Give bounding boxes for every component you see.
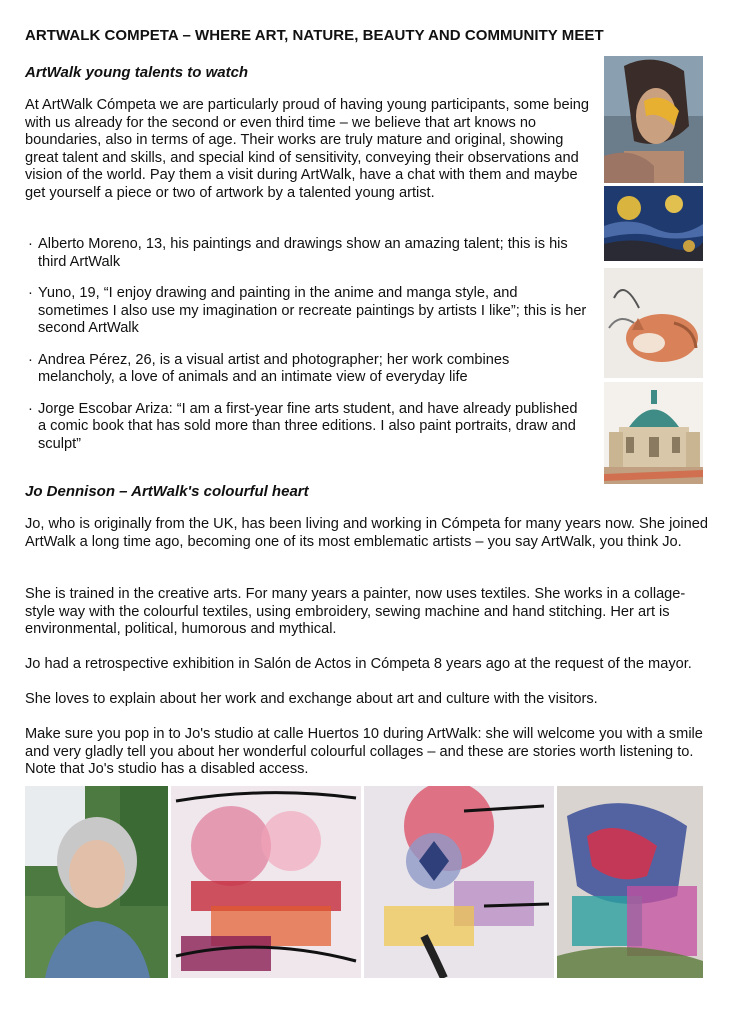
list-item: · Alberto Moreno, 13, his paintings and drawings show an amazing talent; this is his third ArtWalk (28, 236, 588, 271)
jo-paragraph-3a: Jo had a retrospective exhibition in Salón de Actos in Cómpeta 8 years ago at the request of the mayor. (25, 656, 692, 672)
starry-night-painting-image (604, 186, 703, 261)
section-heading-young-talents: ArtWalk young talents to watch (25, 64, 249, 81)
textile-collage-image-2 (364, 786, 554, 978)
jo-paragraph-1: Jo, who is originally from the UK, has been living and working in Cómpeta for many years now. She joined ArtWalk a long time ago, becoming one of its most emblematic artists – you say ArtWalk, you think Jo. (25, 516, 709, 550)
jo-paragraph-4: Make sure you pop in to Jo's studio at calle Huertos 10 during ArtWalk: she will welcome you with a smile and very gladly tell you about her wonderful colourful collages – and these are stories worth listening to. Note that Jo's studio has a disabled access. (25, 726, 703, 777)
sleeping-fox-drawing-image (604, 268, 703, 378)
young-talents-intro: At ArtWalk Cómpeta we are particularly proud of having young participants, some being with us already for the second or even third time – we believe that art knows no boundaries, also in terms of age. Their works are truly mature and original, showing great talent and skills, and special kind of sensitivity, conveying their observations and vision of the world. Pay them a visit during ArtWalk, have a chat with them and maybe get yourself a piece or two of artwork by a talented young artist. (25, 97, 590, 201)
textile-collage-image-3 (557, 786, 703, 978)
cathedral-painting-image (604, 382, 703, 484)
textile-collage-image-1 (171, 786, 361, 978)
list-item: · Jorge Escobar Ariza: “I am a first-year fine arts student, and have already published a comic book that has sold more than three editions. I also paint portraits, draw and sculpt” (28, 401, 588, 454)
page-title: ARTWALK COMPETA – WHERE ART, NATURE, BEAUTY AND COMMUNITY MEET (25, 27, 604, 44)
jo-dennison-portrait-photo (25, 786, 168, 978)
portrait-painting-image (604, 56, 703, 183)
young-talents-list (28, 236, 588, 467)
jo-paragraph-2: She is trained in the creative arts. For many years a painter, now uses textiles. She works in a collage-style way with the colourful textiles, using embroidery, sewing machine and hand stitching. Her art is environmental, political, humorous and mythical. (25, 586, 686, 637)
list-item: · Yuno, 19, “I enjoy drawing and painting in the anime and manga style, and sometimes I also use my imagination or recreate paintings by artists I like”; this is her second ArtWalk (28, 285, 588, 338)
list-item: · Andrea Pérez, 26, is a visual artist and photographer; her work combines melancholy, a love of animals and an intimate view of everyday life (28, 352, 588, 387)
section-heading-jo-dennison: Jo Dennison – ArtWalk's colourful heart (25, 483, 309, 500)
jo-paragraph-3b: She loves to explain about her work and exchange about art and culture with the visitors. (25, 691, 598, 707)
